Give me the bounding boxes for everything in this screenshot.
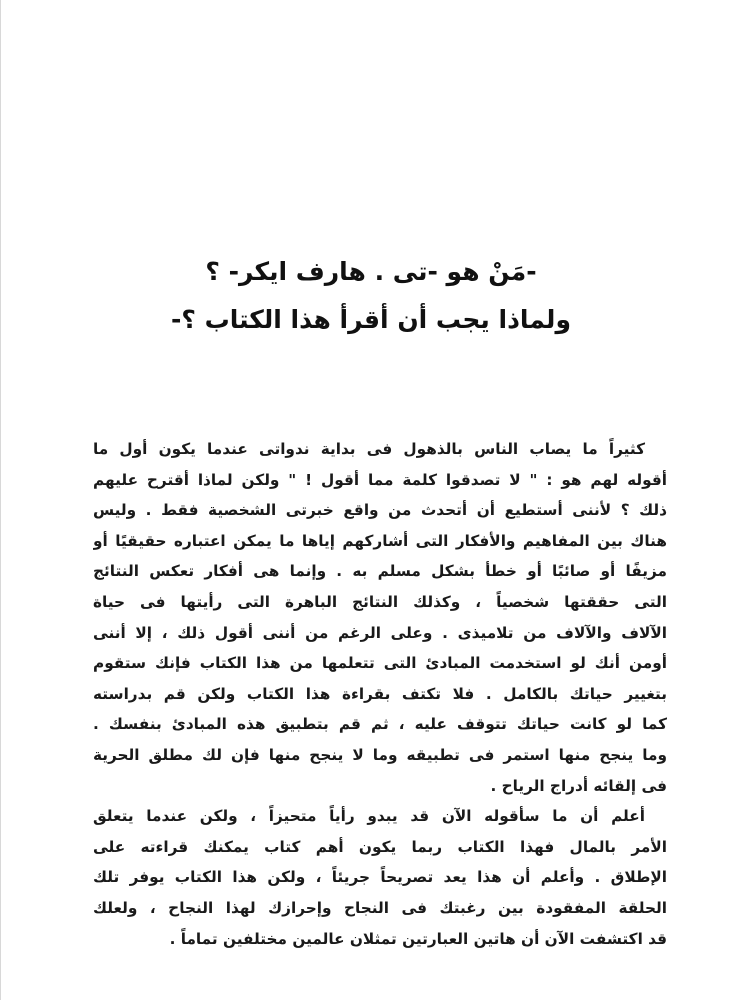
text-line: التى حققتها شخصياً ، وكذلك النتائج الباهرة التى رأيتها فى حياة — [93, 592, 667, 611]
text-line: الإطلاق . وأعلم أن هذا يعد تصريحاً جريئاً ، ولكن هذا الكتاب يوفر تلك — [93, 868, 667, 887]
text-line: أعلم أن ما سأقوله الآن قد يبدو رأياً متحيزاً ، ولكن عندما يتعلق — [93, 807, 645, 826]
title-line-1: -مَنْ هو -تى . هارف ايكر- ؟ — [205, 257, 537, 286]
text-line: أومن أنك لو استخدمت المبادئ التى تتعلمها من هذا الكتاب فإنك ستقوم — [93, 654, 667, 673]
chapter-title — [1, 248, 740, 344]
text-line: قد اكتشفت الآن أن هاتين العبارتين تمثلان عالمين مختلفين تماماً . — [169, 929, 667, 948]
text-line: كثيراً ما يصاب الناس بالذهول فى بداية ندواتى عندما يكون أول ما — [93, 440, 645, 458]
text-line: مزيفًا أو صائبًا أو خطأ بشكل مسلم به . وإنما هى أفكار تعكس النتائج — [93, 562, 667, 581]
title-line-2: ولماذا يجب أن أقرأ هذا الكتاب ؟- — [171, 305, 571, 334]
text-line: كما لو كانت حياتك تتوقف عليه ، ثم قم بتطبيق هذه المبادئ بنفسك . — [93, 715, 667, 734]
text-line: الآلاف والآلاف من تلاميذى . وعلى الرغم من أننى أقول ذلك ، إلا أننى — [93, 623, 667, 642]
text-line: الأمر بالمال فهذا الكتاب ربما يكون أهم كتاب يمكنك قراءته على — [93, 837, 667, 856]
text-line: فى إلقائه أدراج الرياح . — [490, 776, 667, 795]
text-line: ذلك ؟ لأننى أستطيع أن أتحدث من واقع خبرتى الشخصية فقط . وليس — [93, 501, 667, 520]
text-line: أقوله لهم هو : " لا تصدقوا كلمة مما أقول ! " ولكن لماذا أقترح عليهم — [93, 470, 667, 489]
body-text — [93, 434, 667, 954]
text-line: هناك بين المفاهيم والأفكار التى أشاركهم إياها ما يمكن اعتباره حقيقيًا أو — [93, 531, 667, 550]
text-line: وما ينجح منها استمر فى تطبيقه وما لا ينجح منها فإن لك مطلق الحرية — [93, 745, 667, 764]
paragraph-2 — [93, 801, 667, 954]
paragraph-1 — [93, 434, 667, 801]
text-line: الحلقة المفقودة بين رغبتك فى النجاح وإحرازك لهذا النجاح ، ولعلك — [93, 898, 667, 917]
text-line: بتغيير حياتك بالكامل . فلا تكتف بقراءة هذا الكتاب ولكن قم بدراسته — [93, 684, 667, 703]
